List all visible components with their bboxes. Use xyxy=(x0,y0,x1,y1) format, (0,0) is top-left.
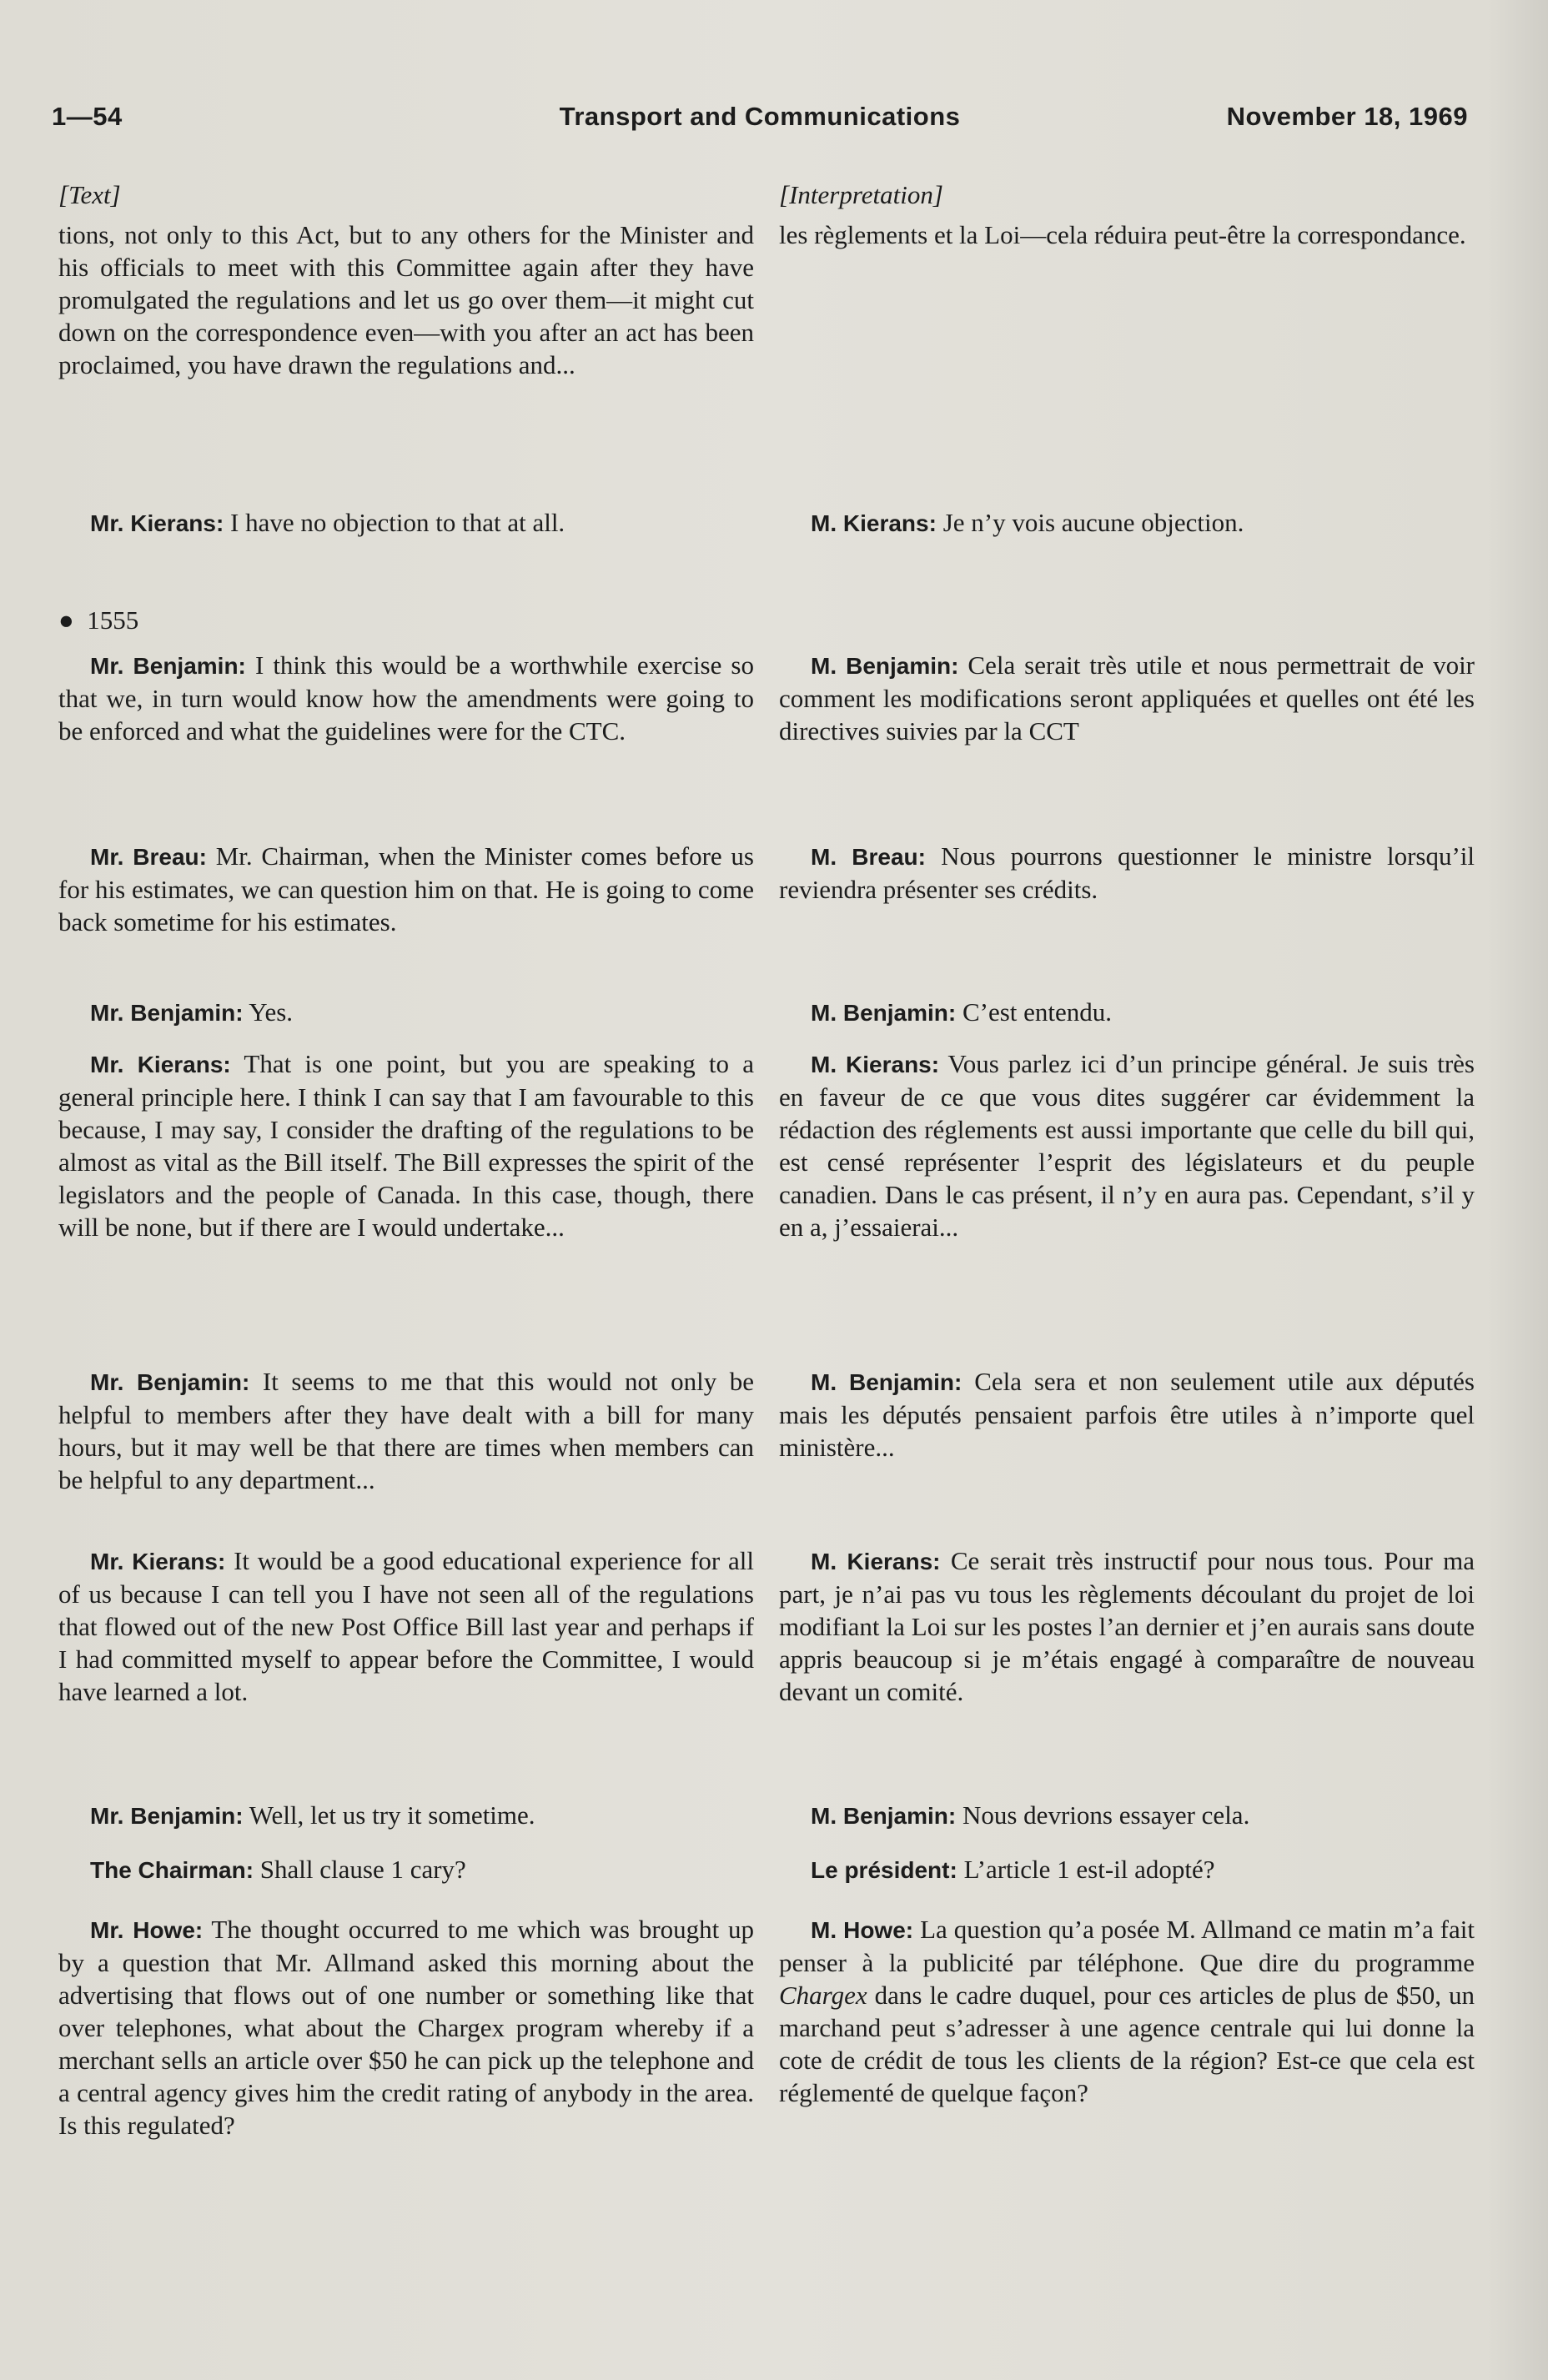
speaker-name: M. Kierans: xyxy=(811,510,937,536)
speaker-name: Mr. Kierans: xyxy=(90,1052,231,1077)
paragraph xyxy=(58,649,754,747)
speaker-name: M. Benjamin: xyxy=(811,1000,957,1026)
page-header xyxy=(52,102,1468,143)
paragraph-text: The thought occurred to me which was brought up by a question that Mr. Allmand asked this morning about the advertising that flows out of one number or something like that over telephones, what about the Chargex program whereby if a merchant sells an article over $50 he can pick up the telephone and a central agency gives him the credit rating of anybody in the area. Is this regulated? xyxy=(58,1915,754,2140)
paragraph-text: les règlements et la Loi—cela réduira peut-être la correspondance. xyxy=(779,220,1466,249)
speaker-name: Mr. Benjamin: xyxy=(90,1803,244,1829)
speaker-name: M. Kierans: xyxy=(811,1549,941,1574)
speaker-name: Mr. Benjamin: xyxy=(90,653,246,679)
paragraph-text: C’est entendu. xyxy=(956,997,1113,1027)
paragraph xyxy=(58,1799,754,1832)
paragraph-text: Je n’y vois aucune objection. xyxy=(936,508,1244,537)
paragraph xyxy=(58,840,754,938)
program-name: Chargex xyxy=(779,1981,867,2010)
speaker-name: M. Howe: xyxy=(811,1917,914,1943)
paragraph xyxy=(779,1853,1475,1886)
paragraph xyxy=(58,1544,754,1708)
publication-title: Transport and Communications xyxy=(559,102,961,131)
timestamp: 1555 xyxy=(87,605,139,635)
paragraph xyxy=(58,1365,754,1496)
speaker-name: The Chairman: xyxy=(90,1857,254,1883)
paragraph xyxy=(779,1913,1475,2109)
paragraph-text: Ce serait très instructif pour nous tous. Pour ma part, je n’ai pas vu tous les règlements découlant du projet de loi modifiant la Loi sur les postes l’an dernier et j’en aurais sans doute appris beaucoup si je m’étais engagé à comparaître de nouveau devant un comité. xyxy=(779,1546,1475,1706)
paragraph-text: Shall clause 1 cary? xyxy=(254,1855,466,1884)
speaker-name: Mr. Breau: xyxy=(90,844,207,870)
paragraph xyxy=(779,1047,1475,1243)
text-label: [Text] xyxy=(58,180,121,209)
speaker-name: Mr. Howe: xyxy=(90,1917,204,1943)
speaker-name: M. Breau: xyxy=(811,844,926,870)
paragraph-text: I think this would be a worthwhile exercise so that we, in turn would know how the amendments were going to be enforced and what the guidelines were for the CTC. xyxy=(58,650,754,746)
paragraph xyxy=(779,506,1475,540)
paragraph xyxy=(779,1799,1475,1832)
speaker-name: Mr. Kierans: xyxy=(90,1549,226,1574)
paragraph xyxy=(779,649,1475,747)
paragraph-text: It would be a good educational experience for all of us because I can tell you I have not seen all of the regulations that flowed out of the new Post Office Bill last year and perhaps if I had committed myself to appear before the Committee, I would have learned a lot. xyxy=(58,1546,754,1706)
paragraph-text: Mr. Chairman, when the Minister comes before us for his estimates, we can question him on that. He is going to come back sometime for his estimates. xyxy=(58,841,754,936)
bullet-icon: ● xyxy=(58,605,88,635)
paragraph-text: tions, not only to this Act, but to any others for the Minister and his officials to meet with this Committee again after they have promulgated the regulations and let us go over them—it might cut down on the correspondence even—with you after an act has been proclaimed, you have drawn the regulations and... xyxy=(58,220,754,379)
paragraph-text: That is one point, but you are speaking to a general principle here. I think I can say that I am favourable to this because, I may say, I consider the drafting of the regulations to be almost as vital as the Bill itself. The Bill expresses the spirit of the legislators and the people of Canada. In this case, though, there will be none, but if there are I would undertake... xyxy=(58,1049,754,1242)
paragraph xyxy=(58,1853,754,1886)
paragraph xyxy=(779,218,1475,251)
interpretation-label: [Interpretation] xyxy=(779,180,943,209)
paragraph-text: I have no objection to that at all. xyxy=(224,508,565,537)
paragraph xyxy=(779,1544,1475,1708)
speaker-name: M. Benjamin: xyxy=(811,1803,957,1829)
paragraph xyxy=(58,996,754,1029)
paragraph xyxy=(779,840,1475,906)
paragraph xyxy=(58,506,754,540)
paragraph-text: Yes. xyxy=(243,997,294,1027)
paragraph xyxy=(779,996,1475,1029)
speaker-name: M. Kierans: xyxy=(811,1052,940,1077)
speaker-name: M. Benjamin: xyxy=(811,653,959,679)
paragraph xyxy=(58,1047,754,1243)
paragraph-text: dans le cadre duquel, pour ces articles de plus de $50, un marchand peut s’adresser à une agence centrale qui lui donne la cote de crédit de tous les clients de la région? Est-ce que cela est réglementé de quelque façon? xyxy=(779,1981,1475,2107)
page-date: November 18, 1969 xyxy=(1226,102,1468,131)
speaker-name: M. Benjamin: xyxy=(811,1369,962,1395)
paragraph-text: Nous pourrons questionner le ministre lorsqu’il reviendra présenter ses crédits. xyxy=(779,841,1475,904)
paragraph-text: Nous devrions essayer cela. xyxy=(956,1800,1250,1830)
paragraph-text: It seems to me that this would not only be helpful to members after they have dealt with a bill for many hours, but it may well be that there are times when members can be helpful to any department... xyxy=(58,1367,754,1494)
page-number: 1—54 xyxy=(52,102,123,131)
speaker-name: Mr. Kierans: xyxy=(90,510,224,536)
speaker-name: Mr. Benjamin: xyxy=(90,1000,244,1026)
paragraph-text: Well, let us try it sometime. xyxy=(243,1800,535,1830)
paragraph xyxy=(58,1913,754,2141)
paragraph-text: Vous parlez ici d’un principe général. Je suis très en faveur de ce que vous dites suggérer car évidemment la rédaction des réglements est aussi importante que celle du bill qui, est censé représenter l’esprit des législateurs et du peuple canadien. Dans le cas présent, il n’y en aura pas. Cependant, s’il y en a, j’essaierai... xyxy=(779,1049,1475,1242)
paragraph xyxy=(58,218,754,381)
french-column xyxy=(779,177,1475,2107)
paragraph-text: Cela sera et non seulement utile aux députés mais les députés pensaient parfois être utiles à n’importe quel ministère... xyxy=(779,1367,1475,1462)
english-column xyxy=(58,177,754,2140)
paragraph-text: L’article 1 est-il adopté? xyxy=(957,1855,1215,1884)
speaker-name: Le président: xyxy=(811,1857,957,1883)
timestamp-marker xyxy=(58,604,754,636)
paragraph-text: Cela serait très utile et nous permettrait de voir comment les modifications seront appliquées et quelles ont été les directives suivies par la CCT xyxy=(779,650,1475,746)
paragraph xyxy=(779,1365,1475,1464)
speaker-name: Mr. Benjamin: xyxy=(90,1369,250,1395)
paragraph-text: La question qu’a posée M. Allmand ce matin m’a fait penser à la publicité par téléphone. Que dire du programme xyxy=(779,1915,1475,1977)
